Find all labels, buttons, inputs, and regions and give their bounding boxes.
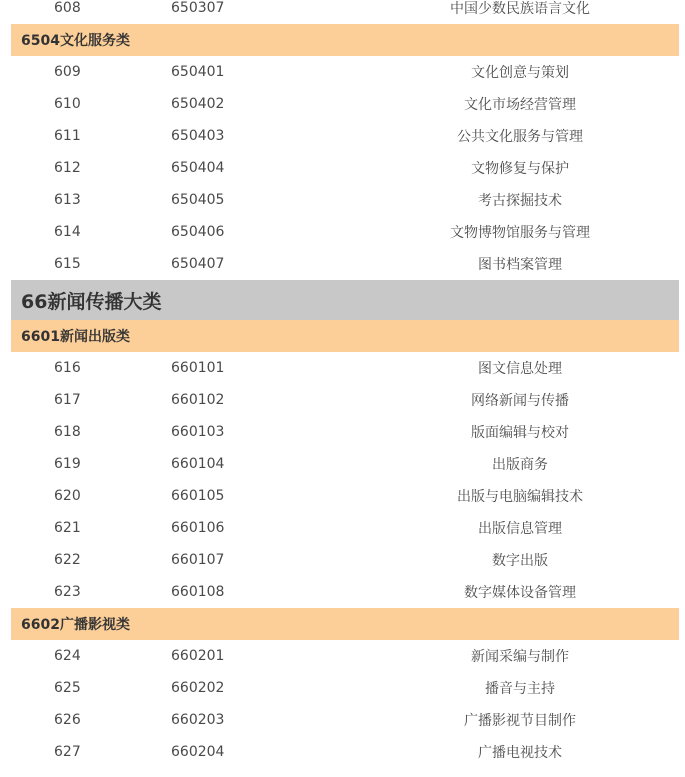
major-name: 出版商务 <box>492 457 548 473</box>
row-number: 611 <box>54 128 81 144</box>
row-number: 618 <box>54 424 81 440</box>
major-catalog-table <box>11 0 679 768</box>
table-row <box>11 736 679 768</box>
row-number: 623 <box>54 584 81 600</box>
row-number: 614 <box>54 224 81 240</box>
row-number: 609 <box>54 64 81 80</box>
major-code: 650402 <box>171 96 225 112</box>
category-subheader: 6504文化服务类 <box>11 24 679 56</box>
major-name: 考古探掘技术 <box>478 193 562 209</box>
major-name: 文化市场经营管理 <box>464 97 576 113</box>
row-number: 613 <box>54 192 81 208</box>
row-number: 621 <box>54 520 81 536</box>
major-name: 文化创意与策划 <box>471 65 569 81</box>
major-name: 版面编辑与校对 <box>471 425 569 441</box>
row-number: 622 <box>54 552 81 568</box>
table-row <box>11 544 679 576</box>
row-number: 617 <box>54 392 81 408</box>
major-name: 出版与电脑编辑技术 <box>457 489 583 505</box>
table-row <box>11 576 679 608</box>
table-row <box>11 120 679 152</box>
major-code: 650401 <box>171 64 225 80</box>
major-code: 660107 <box>171 552 225 568</box>
major-name: 文物博物馆服务与管理 <box>450 225 590 241</box>
row-number: 616 <box>54 360 81 376</box>
major-code: 660108 <box>171 584 225 600</box>
major-name: 网络新闻与传播 <box>471 393 569 409</box>
table-row <box>11 216 679 248</box>
table-row <box>11 152 679 184</box>
table-row <box>11 512 679 544</box>
row-number: 612 <box>54 160 81 176</box>
major-name: 出版信息管理 <box>478 521 562 537</box>
table-row <box>11 184 679 216</box>
major-code: 650404 <box>171 160 225 176</box>
table-row <box>11 0 679 24</box>
row-number: 619 <box>54 456 81 472</box>
row-number: 610 <box>54 96 81 112</box>
table-row <box>11 704 679 736</box>
major-name: 数字媒体设备管理 <box>464 585 576 601</box>
major-name: 图书档案管理 <box>478 257 562 273</box>
major-code: 660201 <box>171 648 225 664</box>
major-code: 660101 <box>171 360 225 376</box>
major-name: 中国少数民族语言文化 <box>450 1 590 17</box>
major-code: 660204 <box>171 744 225 760</box>
table-row <box>11 640 679 672</box>
major-name: 广播影视节目制作 <box>464 713 576 729</box>
row-number: 626 <box>54 712 81 728</box>
table-row <box>11 352 679 384</box>
row-number: 615 <box>54 256 81 272</box>
table-row <box>11 672 679 704</box>
row-number: 627 <box>54 744 81 760</box>
table-row <box>11 248 679 280</box>
row-number: 620 <box>54 488 81 504</box>
major-code: 660203 <box>171 712 225 728</box>
major-code: 650403 <box>171 128 225 144</box>
table-row <box>11 88 679 120</box>
row-number: 608 <box>54 0 81 16</box>
major-code: 660105 <box>171 488 225 504</box>
major-code: 650406 <box>171 224 225 240</box>
major-code: 660104 <box>171 456 225 472</box>
table-row <box>11 56 679 88</box>
table-row <box>11 416 679 448</box>
major-name: 数字出版 <box>492 553 548 569</box>
major-name: 图文信息处理 <box>478 361 562 377</box>
major-code: 660202 <box>171 680 225 696</box>
major-name: 广播电视技术 <box>478 745 562 761</box>
major-name: 新闻采编与制作 <box>471 649 569 665</box>
major-code: 660106 <box>171 520 225 536</box>
category-major-header: 66新闻传播大类 <box>11 280 679 320</box>
major-code: 660103 <box>171 424 225 440</box>
major-name: 播音与主持 <box>485 681 555 697</box>
major-name: 文物修复与保护 <box>471 161 569 177</box>
major-code: 650307 <box>171 0 225 16</box>
row-number: 624 <box>54 648 81 664</box>
category-subheader: 6602广播影视类 <box>11 608 679 640</box>
major-code: 650407 <box>171 256 225 272</box>
major-code: 660102 <box>171 392 225 408</box>
table-row <box>11 480 679 512</box>
row-number: 625 <box>54 680 81 696</box>
major-name: 公共文化服务与管理 <box>457 129 583 145</box>
major-code: 650405 <box>171 192 225 208</box>
table-row <box>11 384 679 416</box>
table-row <box>11 448 679 480</box>
category-subheader: 6601新闻出版类 <box>11 320 679 352</box>
